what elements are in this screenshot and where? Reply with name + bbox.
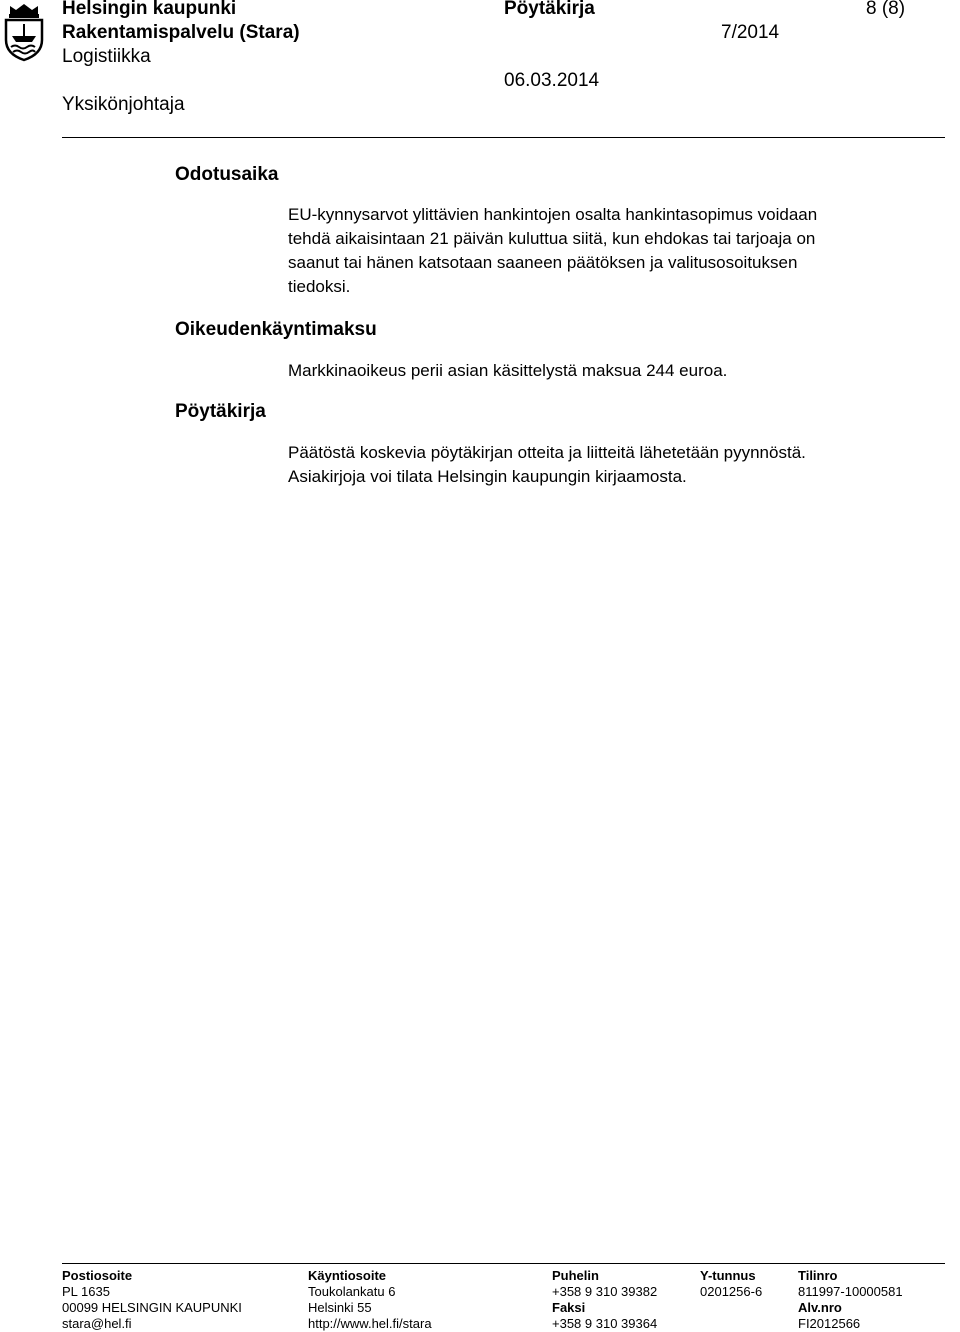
footer-label: Tilinro bbox=[798, 1268, 838, 1283]
paragraph-line: tehdä aikaisintaan 21 päivän kuluttua siitä, kun ehdokas tai tarjoaja on bbox=[288, 229, 816, 248]
paragraph-line: Päätöstä koskevia pöytäkirjan otteita ja liitteitä lähetetään pyynnöstä. bbox=[288, 443, 806, 462]
footer-phone bbox=[552, 1268, 657, 1332]
footer-value: FI2012566 bbox=[798, 1316, 861, 1331]
heading-poytakirja: Pöytäkirja bbox=[175, 401, 266, 422]
footer-value: +358 9 310 39364 bbox=[552, 1316, 658, 1331]
oikeudenkayntimaksu-paragraph bbox=[288, 359, 948, 383]
paragraph-line: Markkinaoikeus perii asian käsittelystä maksua 244 euroa. bbox=[288, 361, 728, 380]
footer-visiting-address bbox=[308, 1268, 432, 1332]
helsinki-coat-of-arms-icon bbox=[2, 2, 46, 62]
paragraph-line: Asiakirjoja voi tilata Helsingin kaupungin kirjaamosta. bbox=[288, 467, 687, 486]
page-number: 8 (8) bbox=[866, 0, 906, 19]
footer-value: +358 9 310 39382 bbox=[552, 1284, 658, 1299]
footer-label: Faksi bbox=[552, 1300, 586, 1315]
poytakirja-paragraph bbox=[288, 441, 948, 489]
odotusaika-paragraph bbox=[288, 203, 948, 299]
footer-value: 811997-10000581 bbox=[798, 1284, 903, 1299]
department-name: Rakentamispalvelu (Stara) bbox=[62, 22, 300, 43]
footer-value: Toukolankatu 6 bbox=[308, 1284, 396, 1299]
footer-value: 00099 HELSINGIN KAUPUNKI bbox=[62, 1300, 242, 1315]
organization-name: Helsingin kaupunki bbox=[62, 0, 237, 19]
heading-oikeudenkayntimaksu: Oikeudenkäyntimaksu bbox=[175, 319, 377, 340]
footer-label: Y-tunnus bbox=[700, 1268, 756, 1283]
paragraph-line: EU-kynnysarvot ylittävien hankintojen osalta hankintasopimus voidaan bbox=[288, 205, 818, 224]
footer-value: 0201256-6 bbox=[700, 1284, 763, 1299]
footer-postal-address bbox=[62, 1268, 242, 1332]
footer-value: Helsinki 55 bbox=[308, 1300, 372, 1315]
footer-email: stara@hel.fi bbox=[62, 1316, 132, 1331]
official-title: Yksikönjohtaja bbox=[62, 94, 185, 115]
document-number: 7/2014 bbox=[721, 22, 780, 43]
heading-odotusaika: Odotusaika bbox=[175, 164, 279, 185]
unit-name: Logistiikka bbox=[62, 46, 151, 67]
footer-website: http://www.hel.fi/stara bbox=[308, 1316, 432, 1331]
paragraph-line: tiedoksi. bbox=[288, 277, 351, 296]
footer-account bbox=[798, 1268, 903, 1332]
footer-divider bbox=[62, 1263, 945, 1264]
footer-label: Käyntiosoite bbox=[308, 1268, 387, 1283]
paragraph-line: saanut tai hänen katsotaan saaneen päätöksen ja valitusosoituksen bbox=[288, 253, 798, 272]
footer-label: Puhelin bbox=[552, 1268, 599, 1283]
footer-label: Alv.nro bbox=[798, 1300, 842, 1315]
footer-value: PL 1635 bbox=[62, 1284, 110, 1299]
footer-business-id bbox=[700, 1268, 762, 1300]
footer-label: Postiosoite bbox=[62, 1268, 133, 1283]
document-type: Pöytäkirja bbox=[504, 0, 595, 19]
header-divider bbox=[62, 137, 945, 138]
document-date: 06.03.2014 bbox=[504, 70, 600, 91]
